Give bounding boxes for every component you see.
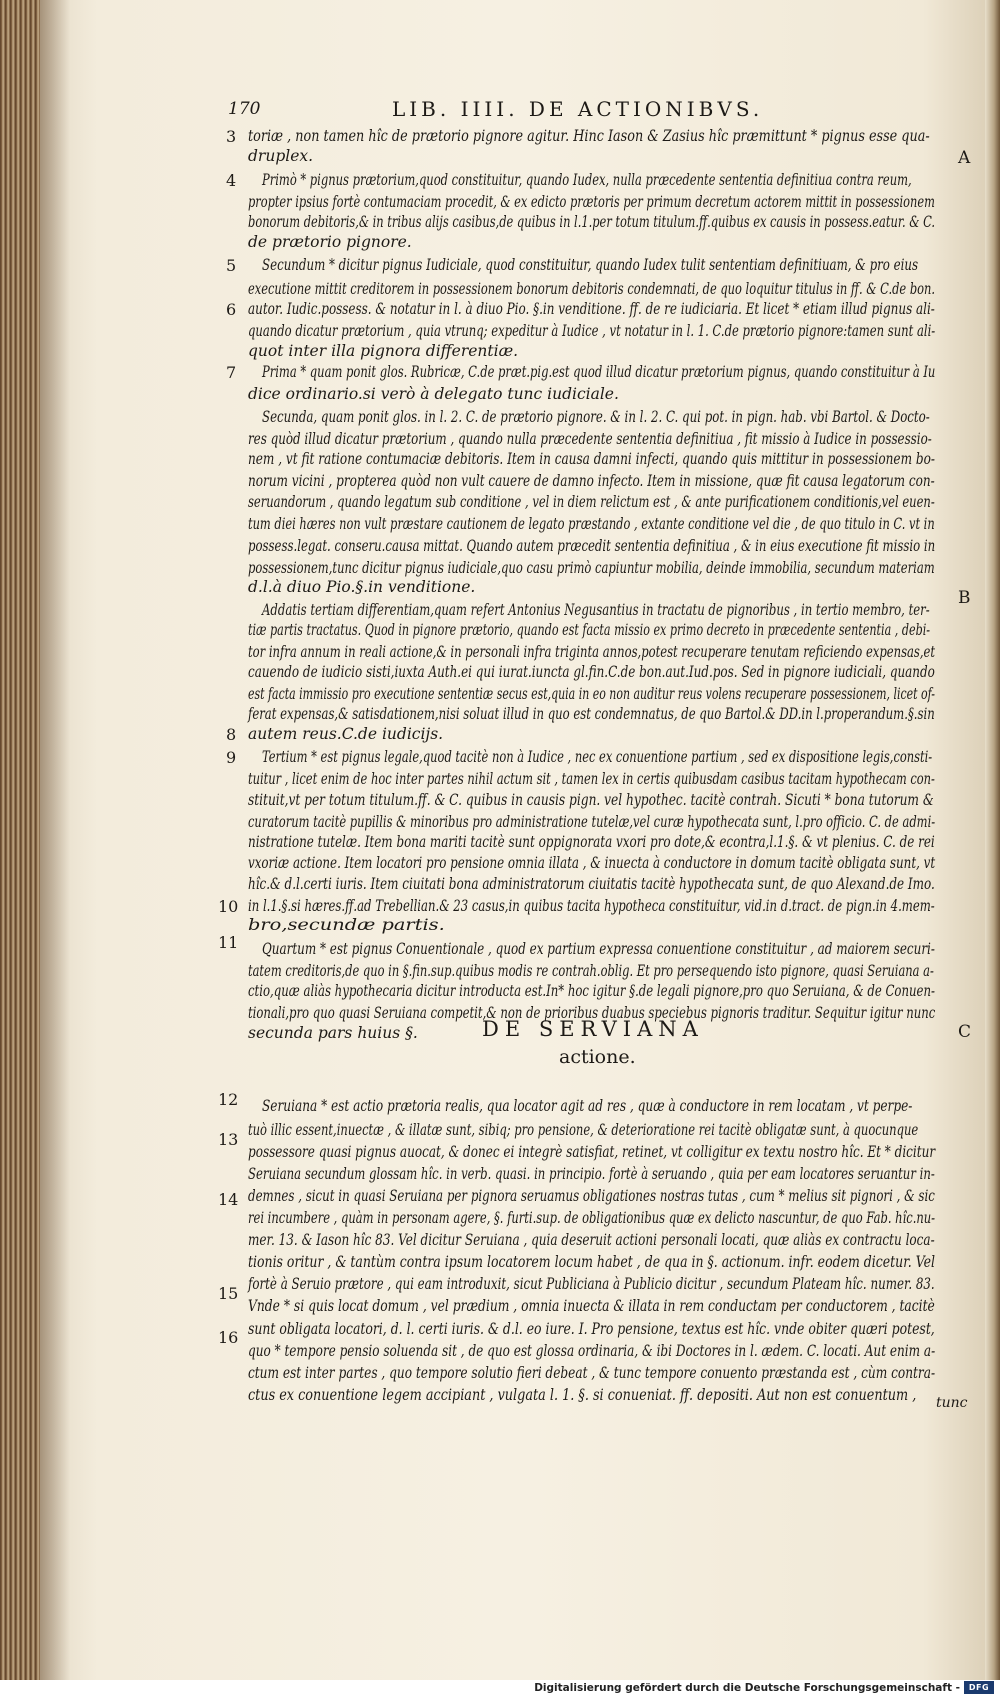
text-line: vxoriæ actione. Item locatori pro pensione omnia illata , & inuecta à conductore in domum tacitè obligata sunt, vt <box>248 854 936 872</box>
text-line: nem , vt fit ratione contumaciæ debitoris. Item in causa damni infecti, quando quis mittitur in possessionem bo- <box>248 450 935 468</box>
text-line: bro,secundæ partis. <box>248 916 445 934</box>
text-line: Secundum * dicitur pignus Iudiciale, quod constituitur, quando Iudex tulit sententiam definitiuam, & pro eius <box>262 256 919 274</box>
text-line: Tertium * est pignus legale,quod tacitè non à Iudice , nec ex conuentione partium , sed ex dispositione legis,consti- <box>262 748 933 766</box>
text-line: res quòd illud dicatur prætorium , quando nulla præcedente sententia definitiua , fit missio à Iudice in possessio- <box>248 430 932 448</box>
margin-number: 5 <box>226 256 237 275</box>
text-line: nistratione tutelæ. Item bona mariti tacitè sunt oppignorata vxori pro dote,& econtra,l.1.§. & vt plenius. C. de rei <box>248 833 935 851</box>
text-line: Secunda, quam ponit glos. in l. 2. C. de prætorio pignore. & in l. 2. C. qui pot. in pign. hab. vbi Bartol. & Docto- <box>262 408 930 426</box>
text-line: stituit,vt per totum titulum.ff. & C. quibus in causis pign. vel hypothec. tacitè contrah. Sicuti * bona tutorum & <box>248 791 934 809</box>
margin-number: 12 <box>218 1090 239 1109</box>
text-line: Quartum * est pignus Conuentionale , quod ex partium expressa conuentione constituitur , ad maiorem securi- <box>262 940 935 958</box>
text-line: Primò * pignus prætorium,quod constituitur, quando Iudex, nulla præcedente sententia definitiua contra reum, <box>262 171 912 189</box>
margin-number: 13 <box>218 1130 239 1149</box>
text-line: possessore quasi pignus auocat, & donec ei integrè satisfiat, retinet, vt colligitur ex textu nostro hîc. Et * dicitur <box>248 1143 936 1161</box>
text-line: ctum est inter partes , quo tempore solutio fieri debeat , & tunc tempore conuento præstanda est , cùm contra- <box>248 1364 936 1382</box>
text-line: ferat expensas,& satisdationem,nisi soluat illud in quo est condemnatus, de quo Bartol.& DD.in l.properandum.§.sin <box>248 705 935 723</box>
text-line: tuò illic essent,inuectæ , & illatæ sunt, sibiq; pro pensione, & deterioratione rei tacitè obligatæ sunt, à quocunque <box>248 1121 919 1139</box>
text-line: tionali,pro quo quasi Seruiana competit,& non de prioribus duabus speciebus pignoris traditur. Sequitur igitur nunc <box>248 1004 936 1022</box>
text-line: Vnde * si quis locat domum , vel prædium , omnia inuecta & illata in rem conductam per conductorem , tacitè <box>248 1297 935 1315</box>
margin-number: 15 <box>218 1284 239 1303</box>
text-line: quo * tempore pensio soluenda sit , de quo est glossa ordinaria, & ibi Doctores in l. ædem. C. locati. Aut enim a- <box>248 1342 936 1360</box>
text-line: tor infra annum in reali actione,& in personali infra triginta annos,potest recuperare tenutam reficiendo expensas,et <box>248 643 936 661</box>
text-line: Seruiana secundum glossam hîc. in verb. quasi. in principio. fortè à seruando , quia per eam locatores seruantur in- <box>248 1165 935 1183</box>
text-line: toriæ , non tamen hîc de prætorio pignore agitur. Hinc Iason & Zasius hîc præmittunt * pignus esse qua- <box>248 127 930 145</box>
text-line: hîc.& d.l.certi iuris. Item ciuitati bona administratorum ciuitatis tacitè hypothecata sunt, de quo Alexand.de Imo. <box>248 875 935 893</box>
text-line: Prima * quam ponit glos. Rubricæ, C.de præt.pig.est quod illud dicatur prætorium pignus, quando constituitur à Iu <box>262 363 936 381</box>
margin-number: 10 <box>218 897 239 916</box>
text-line: ctio,quæ aliàs hypothecaria dicitur introducta est.In* hoc igitur §.de legali pignore,pro quo Seruiana, & de Conuen- <box>248 982 935 1000</box>
text-line: tionis oritur , & tantùm contra ipsum locatorem locum habet , de qua in §. actionum. infr. eodem dicetur. Vel <box>248 1253 935 1271</box>
margin-number: 3 <box>226 127 237 146</box>
text-line: quando dicatur prætorium , quia vtrunq; expeditur à Iudice , vt notatur in l. 1. C.de prætorio pignore:tamen sunt ali- <box>248 322 936 340</box>
text-line: curatorum tacitè pupillis & minoribus pro administratione tutelæ,vel curæ hypothecata sunt, l.pro officio. C. de admi- <box>248 813 936 831</box>
text-line: quot inter illa pignora differentiæ. <box>248 342 519 360</box>
gutter-shadow <box>40 0 70 1680</box>
margin-number: 8 <box>226 725 237 744</box>
margin-letter-c: C <box>958 1022 972 1042</box>
text-line: autem reus.C.de iudicijs. <box>248 725 444 743</box>
margin-number: 11 <box>218 933 239 952</box>
text-line: dice ordinario.si verò à delegato tunc iudiciale. <box>248 385 619 403</box>
text-line: fortè à Seruio prætore , qui eam introduxit, sicut Publiciana à Publicio dicitur , secundum Plateam hîc. numer. 83. <box>248 1275 935 1293</box>
section-heading: DE SERVIANA <box>482 1017 704 1041</box>
text-line: propter ipsius fortè contumaciam procedit, & ex edicto prætoris per primum decretum actorem mittit in possessionem <box>248 193 935 211</box>
text-line: sunt obligata locatori, d. l. certi iuris. & d.l. eo iure. I. Pro pensione, textus est hîc. vnde obiter quæri potest, <box>248 1320 935 1338</box>
text-line: tiæ partis tractatus. Quod in pignore prætorio, quando est facta missio ex primo decreto in præcedente sententia , debi- <box>248 621 931 639</box>
text-line: cauendo de iudicio sisti,iuxta Auth.ei qui iurat.iuncta gl.fin.C.de bon.aut.Iud.pos. Sed in pignore iudiciali, quando <box>248 663 935 681</box>
margin-number: 6 <box>226 300 237 319</box>
page-right-edge <box>985 0 1000 1680</box>
text-line: Addatis tertiam differentiam,quam refert Antonius Negusantius in tractatu de pignoribus , in tertio membro, ter- <box>262 601 930 619</box>
text-line: seruandorum , quando legatum sub conditione , vel in diem relictum est , & ante purificationem conditionis,vel euen- <box>248 493 935 511</box>
margin-letter-a: A <box>958 148 971 168</box>
text-line: possess.legat. conseru.causa mittat. Quando autem præcedit sententia definitiua , & in eius executione fit missio in <box>248 537 936 555</box>
text-line: bonorum debitoris,& in tribus alijs casibus,de quibus in l.1.per totum titulum.ff.quibus ex causis in possess.eatur. & C. <box>248 213 936 231</box>
catchword: tunc <box>936 1395 968 1411</box>
text-line: autor. Iudic.possess. & notatur in l. à diuo Pio. §.in venditione. ff. de re iudiciaria. Et licet * etiam illud pignus ali- <box>248 300 935 318</box>
section-heading-subtitle: actione. <box>559 1046 636 1068</box>
text-line: druplex. <box>248 147 314 165</box>
margin-letter-b: B <box>958 588 971 608</box>
text-line: possessionem,tunc dicitur pignus iudiciale,quo casu primò capiuntur mobilia, deinde immobilia, secundum materiam <box>248 559 935 577</box>
margin-number: 7 <box>226 363 237 382</box>
text-line: ctus ex conuentione legem accipiant , vulgata l. 1. §. si conueniat. ff. depositi. Aut non est conuentum , <box>248 1386 917 1404</box>
margin-number: 16 <box>218 1328 239 1347</box>
text-line: est facta immissio pro executione sententiæ secus est,quia in eo non auditur reus volens recuperare possessionem, licet of- <box>248 685 935 703</box>
text-line: de prætorio pignore. <box>248 233 412 251</box>
running-title: LIB. IIII. DE ACTIONIBVS. <box>392 97 764 121</box>
text-line: tatem creditoris,de quo in §.fin.sup.quibus modis re contrah.oblig. Et pro persequendo isto pignore, quasi Seruiana a- <box>248 962 934 980</box>
text-line: tum diei hæres non vult præstare cautionem de legato præstando , extante conditione vel die , de quo titulo in C. vt in <box>248 515 935 533</box>
footer-credit: Digitalisierung gefördert durch die Deutsche Forschungsgemeinschaft - <box>534 1682 960 1694</box>
text-line: mer. 13. & Iason hîc 83. Vel dicitur Seruiana , quia deseruit actioni personali locati, quæ aliàs ex contractu loca- <box>248 1231 935 1249</box>
dfg-logo: DFG <box>964 1681 994 1694</box>
text-line: rei incumbere , quàm in personam agere, §. furti.sup. de obligationibus quæ ex delicto nascuntur, de quo Fab. hîc.nu- <box>248 1209 936 1227</box>
text-line: secunda pars huius §. <box>248 1024 418 1042</box>
text-line: demnes , sicut in quasi Seruiana per pignora seruamus obligationes nostras tutas , cum * melius sit pignori , & sic <box>248 1187 935 1205</box>
text-line: d.l.à diuo Pio.§.in venditione. <box>248 578 476 596</box>
footer-bar <box>0 1680 1000 1696</box>
margin-number: 9 <box>226 748 237 767</box>
text-line: executione mittit creditorem in possessionem bonorum debitoris condemnati, de quo loquitur titulus in ff. & C.de bon. <box>248 280 936 298</box>
margin-number: 4 <box>226 171 237 190</box>
text-line: Seruiana * est actio prætoria realis, qua locator agit ad res , quæ à conductore in rem locatam , vt perpe- <box>262 1097 913 1115</box>
margin-number: 14 <box>218 1190 239 1209</box>
text-line: in l.1.§.si hæres.ff.ad Trebellian.& 23 casus,in quibus tacita hypotheca constituitur, vid.in d.tract. de pign.in 4.mem- <box>248 897 935 915</box>
text-line: tuitur , licet enim de hoc inter partes nihil actum sit , tamen lex in certis quibusdam casibus tacitam hypothecam con- <box>248 770 935 788</box>
page-number: 170 <box>228 99 261 119</box>
text-line: norum vicini , propterea quòd non vult cauere de damno infecto. Item in missione, quæ fit causa legatorum con- <box>248 472 935 490</box>
